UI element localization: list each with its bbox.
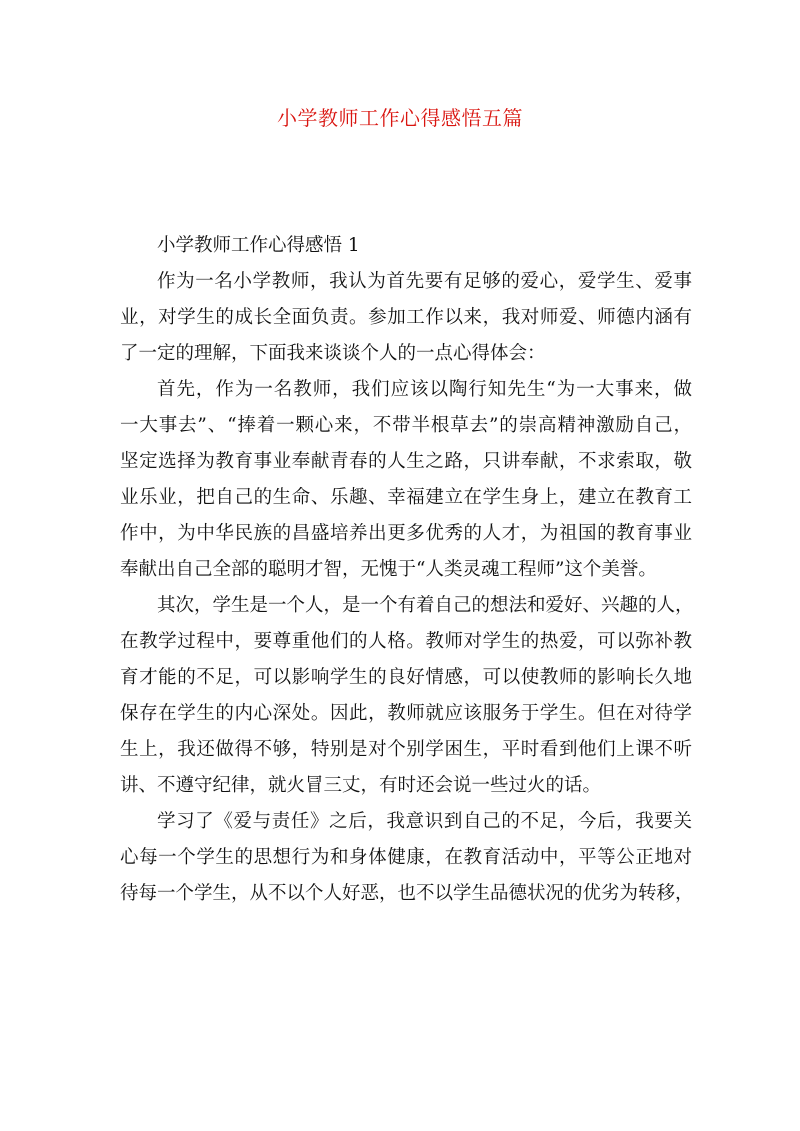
paragraph-line: 奉献出自己全部的聪明才智，无愧于“人类灵魂工程师”这个美誉。 — [120, 559, 657, 580]
paragraph-line: 了一定的理解，下面我来谈谈个人的一点心得体会： — [120, 343, 546, 364]
document-title: 小学教师工作心得感悟五篇 — [277, 106, 523, 130]
paragraph-line: 作中，为中华民族的昌盛培养出更多优秀的人才，为祖国的教育事业 — [120, 523, 692, 544]
section-heading: 小学教师工作心得感悟 1 — [157, 235, 360, 256]
paragraph-line: 心每一个学生的思想行为和身体健康，在教育活动中，平等公正地对 — [120, 847, 692, 868]
paragraph-line: 学习了《爱与责任》之后，我意识到自己的不足，今后，我要关 — [157, 811, 692, 832]
paragraph-line: 其次，学生是一个人，是一个有着自己的想法和爱好、兴趣的人， — [157, 595, 694, 616]
paragraph-1 — [120, 264, 692, 372]
paragraph-line: 作为一名小学教师，我认为首先要有足够的爱心，爱学生、爱事 — [157, 271, 692, 292]
paragraph-4 — [120, 804, 692, 912]
document-body — [120, 228, 692, 912]
paragraph-line: 保存在学生的内心深处。因此，教师就应该服务于学生。但在对待学 — [120, 703, 692, 724]
paragraph-3 — [120, 588, 692, 804]
paragraph-line: 育才能的不足，可以影响学生的良好情感，可以使教师的影响长久地 — [120, 667, 692, 688]
paragraph-line: 一大事去”、“捧着一颗心来，不带半根草去”的崇高精神激励自己， — [120, 415, 692, 436]
paragraph-line: 业乐业，把自己的生命、乐趣、幸福建立在学生身上，建立在教育工 — [120, 487, 692, 508]
paragraph-line: 生上，我还做得不够，特别是对个别学困生，平时看到他们上课不听 — [120, 739, 692, 760]
paragraph-line: 在教学过程中，要尊重他们的人格。教师对学生的热爱，可以弥补教 — [120, 631, 692, 652]
paragraph-2 — [120, 372, 692, 588]
paragraph-line: 坚定选择为教育事业奉献青春的人生之路，只讲奉献，不求索取，敬 — [120, 451, 692, 472]
paragraph-line: 首先，作为一名教师，我们应该以陶行知先生“为一大事来，做 — [157, 379, 692, 400]
paragraph-line: 业，对学生的成长全面负责。参加工作以来，我对师爱、师德内涵有 — [120, 307, 692, 328]
paragraph-line: 讲、不遵守纪律，就火冒三丈，有时还会说一些过火的话。 — [120, 775, 602, 796]
paragraph-line: 待每一个学生，从不以个人好恶，也不以学生品德状况的优劣为转移， — [120, 883, 694, 904]
